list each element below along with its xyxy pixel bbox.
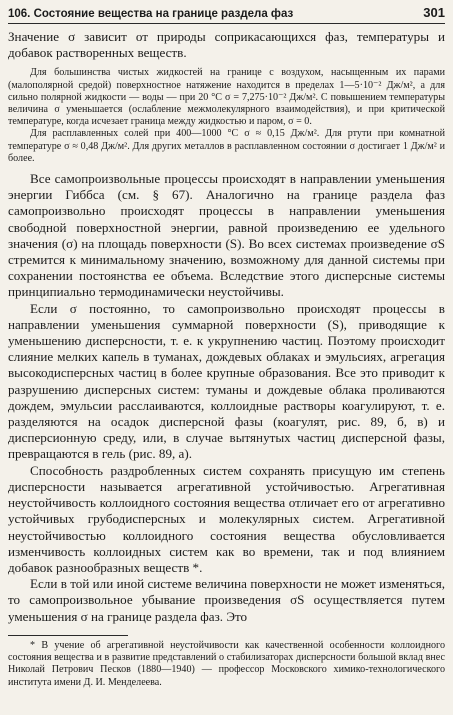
footnote-divider [8,635,128,636]
running-title: 106. Состояние вещества на границе раздела фаз [8,8,294,20]
footnote-text: * В учение об агрегативной неустойчивости как качественной особенности коллоидного состояния вещества и в развитие представлений о стабилизаторах дисперсности большой вклад внес Николай Петрович Песков (1880—1940) — профессор Московского химико-технологического института имени Д. И. Менделеева. [8,639,445,688]
page-number: 301 [423,5,445,20]
small-print-block [8,67,445,165]
footnote-block [8,640,445,689]
small-print-paragraph: Для большинства чистых жидкостей на границе с воздухом, насыщенным их парами (малополярной средой) поверхностное натяжение находится в пределах 1—5·10⁻² Дж/м², а для сильно полярной жидкости — воды — при 20 °C σ = 7,275·10⁻² Дж/м². С повышением температуры величина σ уменьшается (ослабление межмолекулярного взаимодействия), и при критической температуре, когда исчезает граница между жидкостью и паром, σ = 0. [8,67,445,128]
small-print-paragraph: Для расплавленных солей при 400—1000 °C σ ≈ 0,15 Дж/м². Для ртути при комнатной температуре σ ≈ 0,48 Дж/м². Для других металлов в расплавленном состоянии σ достигает 1 Дж/м² и более. [8,128,445,164]
intro-paragraph: Значение σ зависит от природы соприкасающихся фаз, температуры и добавок растворенных веществ. [8,29,445,61]
body-text [8,29,445,61]
paragraph: Если в той или иной системе величина поверхности не может изменяться, то самопроизвольное убывание произведения σS осуществляется путем уменьшения σ на границе раздела фаз. Это [8,576,445,624]
running-header [8,6,445,24]
main-text [8,171,445,625]
paragraph: Все самопроизвольные процессы происходят в направлении уменьшения энергии Гиббса (см. § 67). Аналогично на границе раздела фаз самопроизвольно происходят процессы в направлении уменьшения свободной поверхностной энергии, равной произведению ее удельного значения (σ) на площадь поверхности (S). Во всех системах произведение σS стремится к минимальному значению, возможному для данной системы при сохранении постоянства ее объема. Вследствие этого дисперсные системы принципиально термодинамически неустойчивы. [8,171,445,300]
paragraph: Если σ постоянно, то самопроизвольно происходят процессы в направлении уменьшения суммарной поверхности (S), приводящие к уменьшению дисперсности, т. е. к укрупнению частиц. Поэтому происходит слияние мелких капель в туманах, дождевых облаках и эмульсиях, агрегация высокодисперсных частиц в более крупные образования. Все это приводит к разрушению дисперсных систем: туманы и дождевые облака проливаются дождем, эмульсии расслаиваются, коллоидные растворы коагулируют, т. е. разделяются на осадок дисперсной фазы (коагулят, рис. 89, б, в) и дисперсионную среду, или, в случае вытянутых частиц дисперсной фазы, превращаются в гель (рис. 89, а). [8,300,445,462]
paragraph: Способность раздробленных систем сохранять присущую им степень дисперсности называется агрегативной устойчивостью. Агрегативная неустойчивость коллоидного состояния вещества отличает его от агрегативно устойчивых грубодисперсных и молекулярных систем. Агрегативной неустойчивостью коллоидного состояния вещества обусловливается изменчивость коллоидных систем как во времени, так и под влиянием добавок разнообразных веществ *. [8,462,445,575]
